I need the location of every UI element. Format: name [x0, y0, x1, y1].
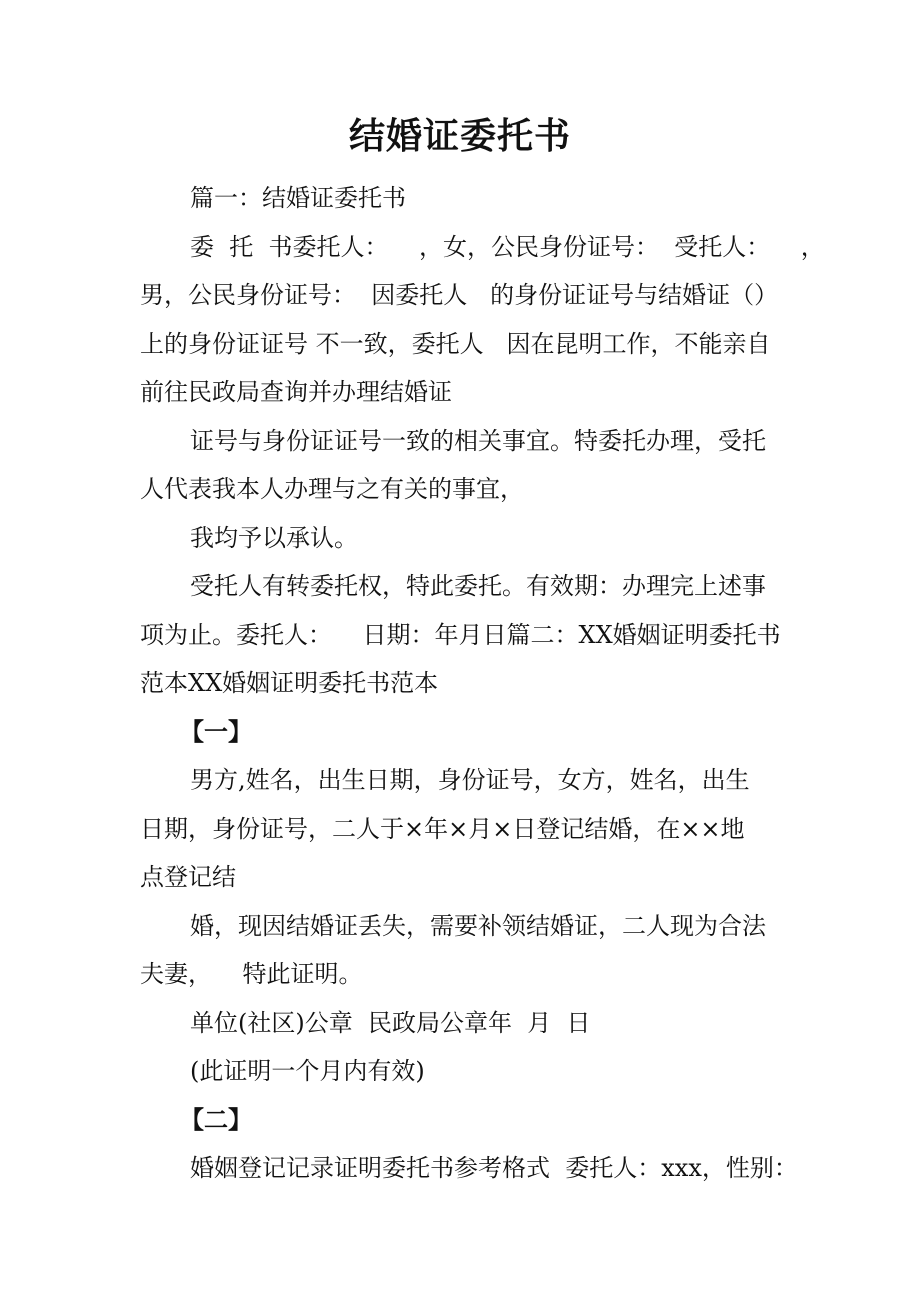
- text-line: 日期，身份证号，二人于×年×月×日登记结婚，在××地: [140, 814, 745, 843]
- text-line: 我均予以承认。: [190, 523, 358, 552]
- text-line: 婚，现因结婚证丢失，需要补领结婚证，二人现为合法: [190, 911, 766, 940]
- text-line: 单位(社区)公章 民政局公章年 月 日: [190, 1008, 591, 1037]
- text-line: 证号与身份证证号一致的相关事宜。特委托办理，受托: [190, 426, 766, 455]
- text-line: 婚姻登记记录证明委托书参考格式 委托人：xxx，性别：: [190, 1154, 798, 1182]
- text-line: 上的身份证证号 不一致，委托人 因在昆明工作，不能亲自: [140, 329, 771, 358]
- section-heading: 【二】: [180, 1104, 252, 1134]
- document-body: [140, 174, 825, 1193]
- text-line: (此证明一个月内有效): [190, 1057, 425, 1085]
- text-line: 项为止。委托人： 日期：年月日篇二：XX婚姻证明委托书: [140, 620, 781, 649]
- section-heading: 【一】: [180, 716, 252, 746]
- document-title: 结婚证委托书: [348, 115, 571, 157]
- text-line: 夫妻， 特此证明。: [140, 960, 363, 988]
- text-line: 委 托 书委托人： ，女，公民身份证号： 受托人： ，: [190, 232, 825, 261]
- text-line: 点登记结: [140, 863, 236, 891]
- text-line: 人代表我本人办理与之有关的事宜，: [140, 475, 524, 503]
- text-line: 男，公民身份证号： 因委托人 的身份证证号与结婚证（）: [140, 281, 779, 309]
- text-line: 前往民政局查询并办理结婚证: [140, 378, 452, 406]
- text-line: 篇一：结婚证委托书: [190, 184, 406, 212]
- text-line: 范本XX婚姻证明委托书范本: [140, 669, 439, 697]
- text-line: 男方,姓名，出生日期，身份证号，女方，姓名，出生: [190, 766, 750, 794]
- text-line: 受托人有转委托权，特此委托。有效期：办理完上述事: [190, 572, 766, 600]
